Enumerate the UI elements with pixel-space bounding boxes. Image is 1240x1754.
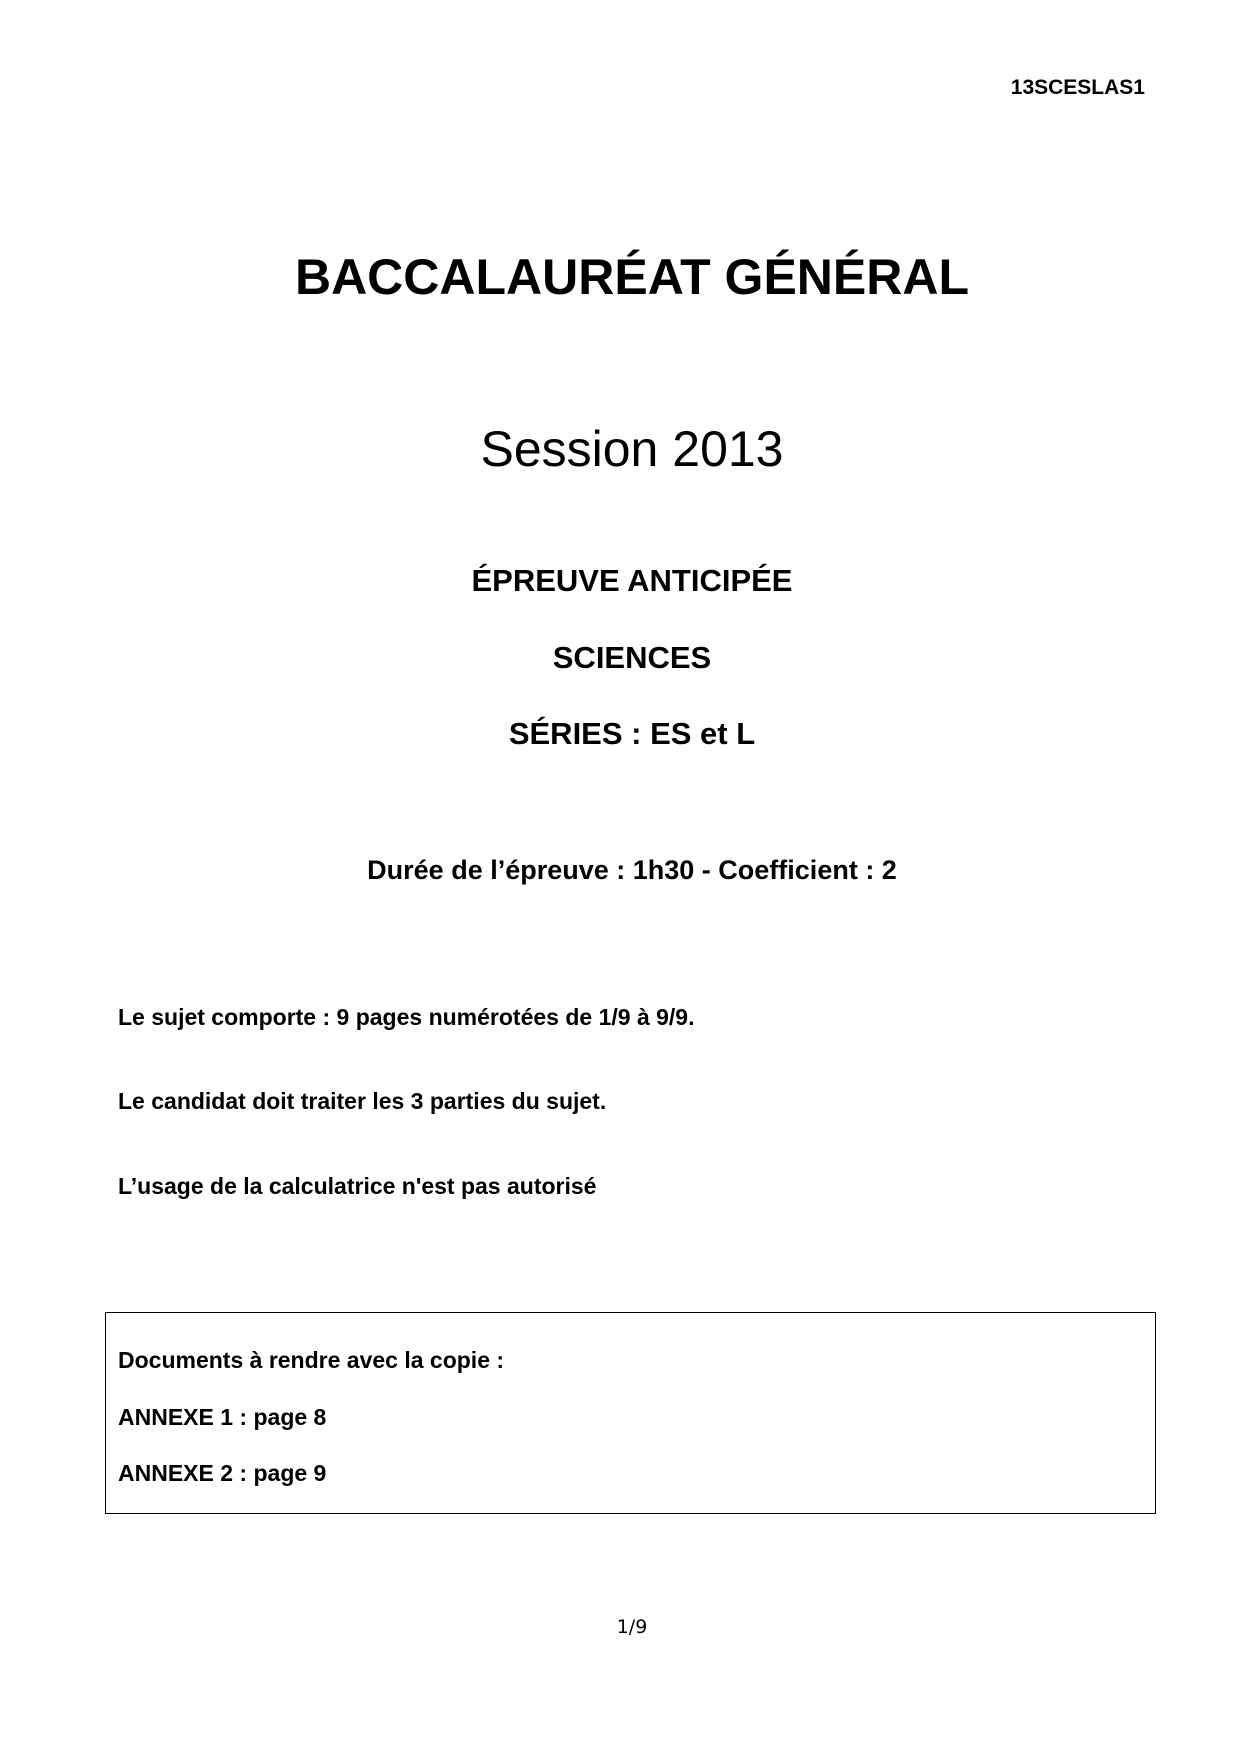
instruction-page-count: Le sujet comporte : 9 pages numérotées de 1/9 à 9/9. xyxy=(118,1004,695,1030)
subject-heading: SCIENCES xyxy=(552,640,712,675)
page-title: BACCALAURÉAT GÉNÉRAL xyxy=(294,249,970,305)
documents-box xyxy=(105,1312,1156,1514)
documents-box-item: ANNEXE 2 : page 9 xyxy=(118,1460,327,1486)
documents-box-item: ANNEXE 1 : page 8 xyxy=(118,1404,327,1430)
session-label: Session 2013 xyxy=(480,421,784,477)
series-heading: SÉRIES : ES et L xyxy=(508,716,756,751)
instruction-parts: Le candidat doit traiter les 3 parties du sujet. xyxy=(118,1088,607,1114)
exam-type-heading: ÉPREUVE ANTICIPÉE xyxy=(471,563,793,598)
documents-box-heading: Documents à rendre avec la copie : xyxy=(118,1347,505,1373)
instruction-calculator: L’usage de la calculatrice n'est pas autorisé xyxy=(118,1173,597,1199)
exam-code: 13SCESLAS1 xyxy=(1010,76,1145,99)
page-number: 1/9 xyxy=(616,1616,648,1638)
duration-line: Durée de l’épreuve : 1h30 - Coefficient : 2 xyxy=(367,855,897,885)
